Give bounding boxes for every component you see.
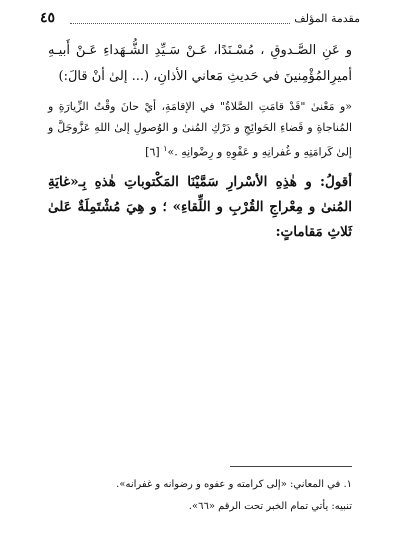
footnote-separator: [230, 466, 352, 467]
header-dotted-leader: [70, 23, 290, 24]
hadith-quote-text: «و مَعْنىٰ "قَدْ قامَتِ الصَّلاةُ" في الإقامَةِ، أيْ حانَ وقْتُ الزِّيارَةِ و المُناجاةِ و قَضاءِ الحَوائِجِ و دَرْكِ المُنىٰ و الوُصولِ إلىٰ اللهِ عَزَّوجَلَّ و إلىٰ كَرامَتِهِ و غُفرانِهِ و عَفْوِهِ و رِضْوانِهِ .»: [48, 100, 352, 159]
author-statement-text: أقولُ: و هٰذِهِ الأسْرارِ سَمَّيْنَا المَكْتوباتِ هٰذهِ بِـ«غايَةِ المُنىٰ و مِعْراجِ القُرْبِ و اللِّقاءِ» ؛ و هِيَ مُشْتَمِلَةٌ عَلىٰ ثَلاثِ مَقاماتٍ:: [48, 174, 352, 240]
narration-paragraph: [48, 38, 352, 90]
page-number: ٤٥: [40, 10, 56, 26]
narration-text: و عَنِ الصَّـدوقِ ، مُسْـنَدًا، عَـنْ سَـيِّدِ الشُّـهَداءِ عَـنْ أَبيـهِ أميرِالمُؤْمِنينَ في حَديثِ مَعاني الأذانِ، (... إلىٰ أنْ قالَ:): [48, 43, 352, 84]
citation-number: [٦]: [145, 145, 160, 159]
footnote-note: تنبيه: يأتي تمام الخبر تحت الرقم «٦٦».: [188, 501, 352, 512]
footnote-1: ١. في المعاني: «إلى كرامته و عفوه و رضوانه و غفرانه».: [116, 479, 352, 490]
author-statement-paragraph: [48, 170, 352, 245]
running-header: [40, 12, 360, 30]
footnote-marker: ١: [163, 144, 168, 153]
hadith-quote-paragraph: [48, 96, 352, 163]
chapter-title: مقدمة المؤلف: [294, 12, 360, 25]
